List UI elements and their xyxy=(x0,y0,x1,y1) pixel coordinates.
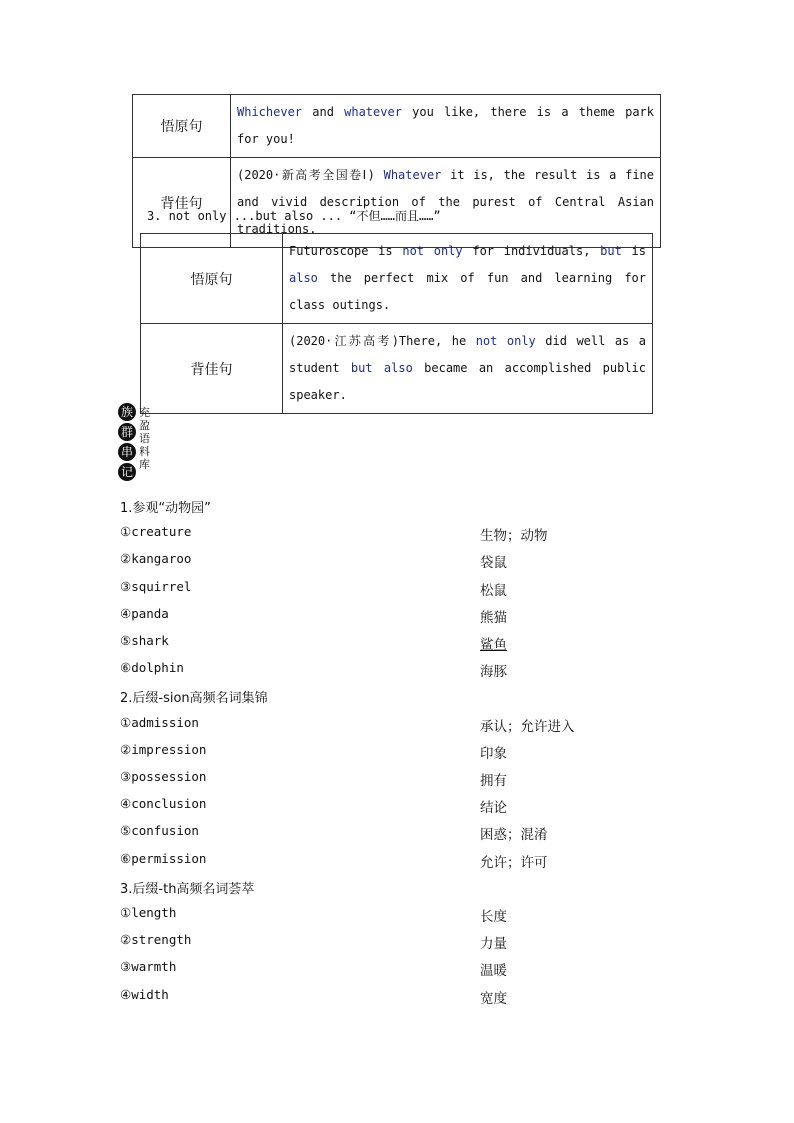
vocab-word: ②impression xyxy=(120,741,207,757)
keyword-highlight: but xyxy=(600,244,622,258)
section-title: 2.后缀-sion高频名词集锦 xyxy=(120,691,268,707)
example-table-1 xyxy=(132,94,661,248)
keyword-highlight: Whichever xyxy=(237,105,303,119)
vocab-word: ①admission xyxy=(120,714,199,730)
sentence-text: the perfect mix of fun and learning for class outings. xyxy=(289,271,646,312)
sentence-text: did well as a student xyxy=(289,334,646,375)
vocab-meaning: 生物；动物 xyxy=(480,528,548,545)
list-item xyxy=(120,579,680,599)
keyword-highlight: also xyxy=(289,271,318,285)
vocab-meaning: 困惑；混淆 xyxy=(480,827,548,844)
vocab-word: ③squirrel xyxy=(120,578,192,594)
list-item xyxy=(120,905,680,925)
vocab-meaning: 鲨鱼 xyxy=(480,637,507,653)
sentence-text: Futuroscope is xyxy=(289,244,403,258)
phrase-heading: 3. not only ...but also ... “不但……而且……” xyxy=(147,209,441,223)
keyword-highlight: not only xyxy=(402,244,463,258)
vocab-word: ③possession xyxy=(120,769,207,784)
badge-circle: 族 xyxy=(118,403,136,421)
vocab-meaning: 温暖 xyxy=(480,963,507,980)
vocab-meaning: 长度 xyxy=(480,909,507,925)
list-item xyxy=(120,551,680,571)
badge-caption: 充盈语料库 xyxy=(139,406,150,471)
vocab-meaning: 允许；许可 xyxy=(480,854,548,871)
vocab-meaning: 熊猫 xyxy=(480,609,507,626)
vocab-word: ④width xyxy=(120,986,169,1002)
vocab-word: ①length xyxy=(120,905,177,920)
badge-circle: 串 xyxy=(118,443,136,461)
vocab-word: ⑥permission xyxy=(120,850,207,866)
vocab-meaning: 宽度 xyxy=(480,990,507,1007)
list-item xyxy=(120,823,680,843)
list-item xyxy=(120,742,680,762)
keyword-highlight: not only xyxy=(475,334,536,348)
vocab-word: ④conclusion xyxy=(120,796,207,812)
list-item xyxy=(120,715,680,735)
list-item xyxy=(120,660,680,680)
badge-circle: 群 xyxy=(118,423,136,441)
list-item xyxy=(120,796,680,816)
vocab-word: ④panda xyxy=(120,605,169,621)
vocab-word: ⑥dolphin xyxy=(120,660,184,676)
original-sentence xyxy=(283,234,653,324)
row-label-original: 悟原句 xyxy=(133,95,231,158)
vocab-word: ⑤shark xyxy=(120,633,169,648)
vocab-word: ①creature xyxy=(120,524,192,540)
badge-circle: 记 xyxy=(118,463,136,481)
vocab-meaning: 拥有 xyxy=(480,773,507,789)
row-label-model: 背佳句 xyxy=(141,324,283,414)
vocab-meaning: 袋鼠 xyxy=(480,555,507,572)
vocab-word: ②kangaroo xyxy=(120,551,192,567)
vocab-meaning: 印象 xyxy=(480,745,507,762)
sentence-text: (2020·新高考全国卷Ⅰ) xyxy=(237,168,384,182)
original-sentence xyxy=(231,95,661,158)
row-label-original: 悟原句 xyxy=(141,234,283,324)
list-item xyxy=(120,932,680,952)
sentence-text: became an accomplished public speaker. xyxy=(289,361,646,402)
vocab-meaning: 承认；允许进入 xyxy=(480,718,575,735)
example-table-2 xyxy=(140,233,653,414)
sentence-text: is xyxy=(621,244,647,258)
keyword-highlight: but also xyxy=(350,361,413,375)
list-item xyxy=(120,633,680,653)
list-item xyxy=(120,606,680,626)
sentence-text: (2020·江苏高考)There, he xyxy=(289,334,476,348)
vocab-meaning: 海豚 xyxy=(480,664,507,681)
section-title: 1.参观“动物园” xyxy=(120,501,211,516)
sentence-text: for individuals, xyxy=(462,244,601,258)
vocab-meaning: 结论 xyxy=(480,800,507,817)
list-item xyxy=(120,524,680,544)
vocab-word: ②strength xyxy=(120,932,192,948)
list-item xyxy=(120,851,680,871)
sentence-text: and xyxy=(302,105,345,119)
vocab-meaning: 力量 xyxy=(480,936,507,953)
list-item xyxy=(120,987,680,1007)
section-title: 3.后缀-th高频名词荟萃 xyxy=(120,881,255,897)
vocab-word: ⑤confusion xyxy=(120,823,199,839)
list-item xyxy=(120,959,680,979)
vocab-word: ③warmth xyxy=(120,959,177,975)
vocab-meaning: 松鼠 xyxy=(480,582,507,599)
sentence-text: you like, there is a theme park for you! xyxy=(237,105,654,146)
list-item xyxy=(120,769,680,789)
sentence-text: it is, the result is a fine and vivid description of the purest of Central Asian traditions. xyxy=(237,168,654,236)
section-badge xyxy=(118,403,164,483)
keyword-highlight: whatever xyxy=(344,105,402,119)
model-sentence xyxy=(283,324,653,414)
row-label-model: 背佳句 xyxy=(133,158,231,248)
keyword-highlight: Whatever xyxy=(383,168,442,182)
